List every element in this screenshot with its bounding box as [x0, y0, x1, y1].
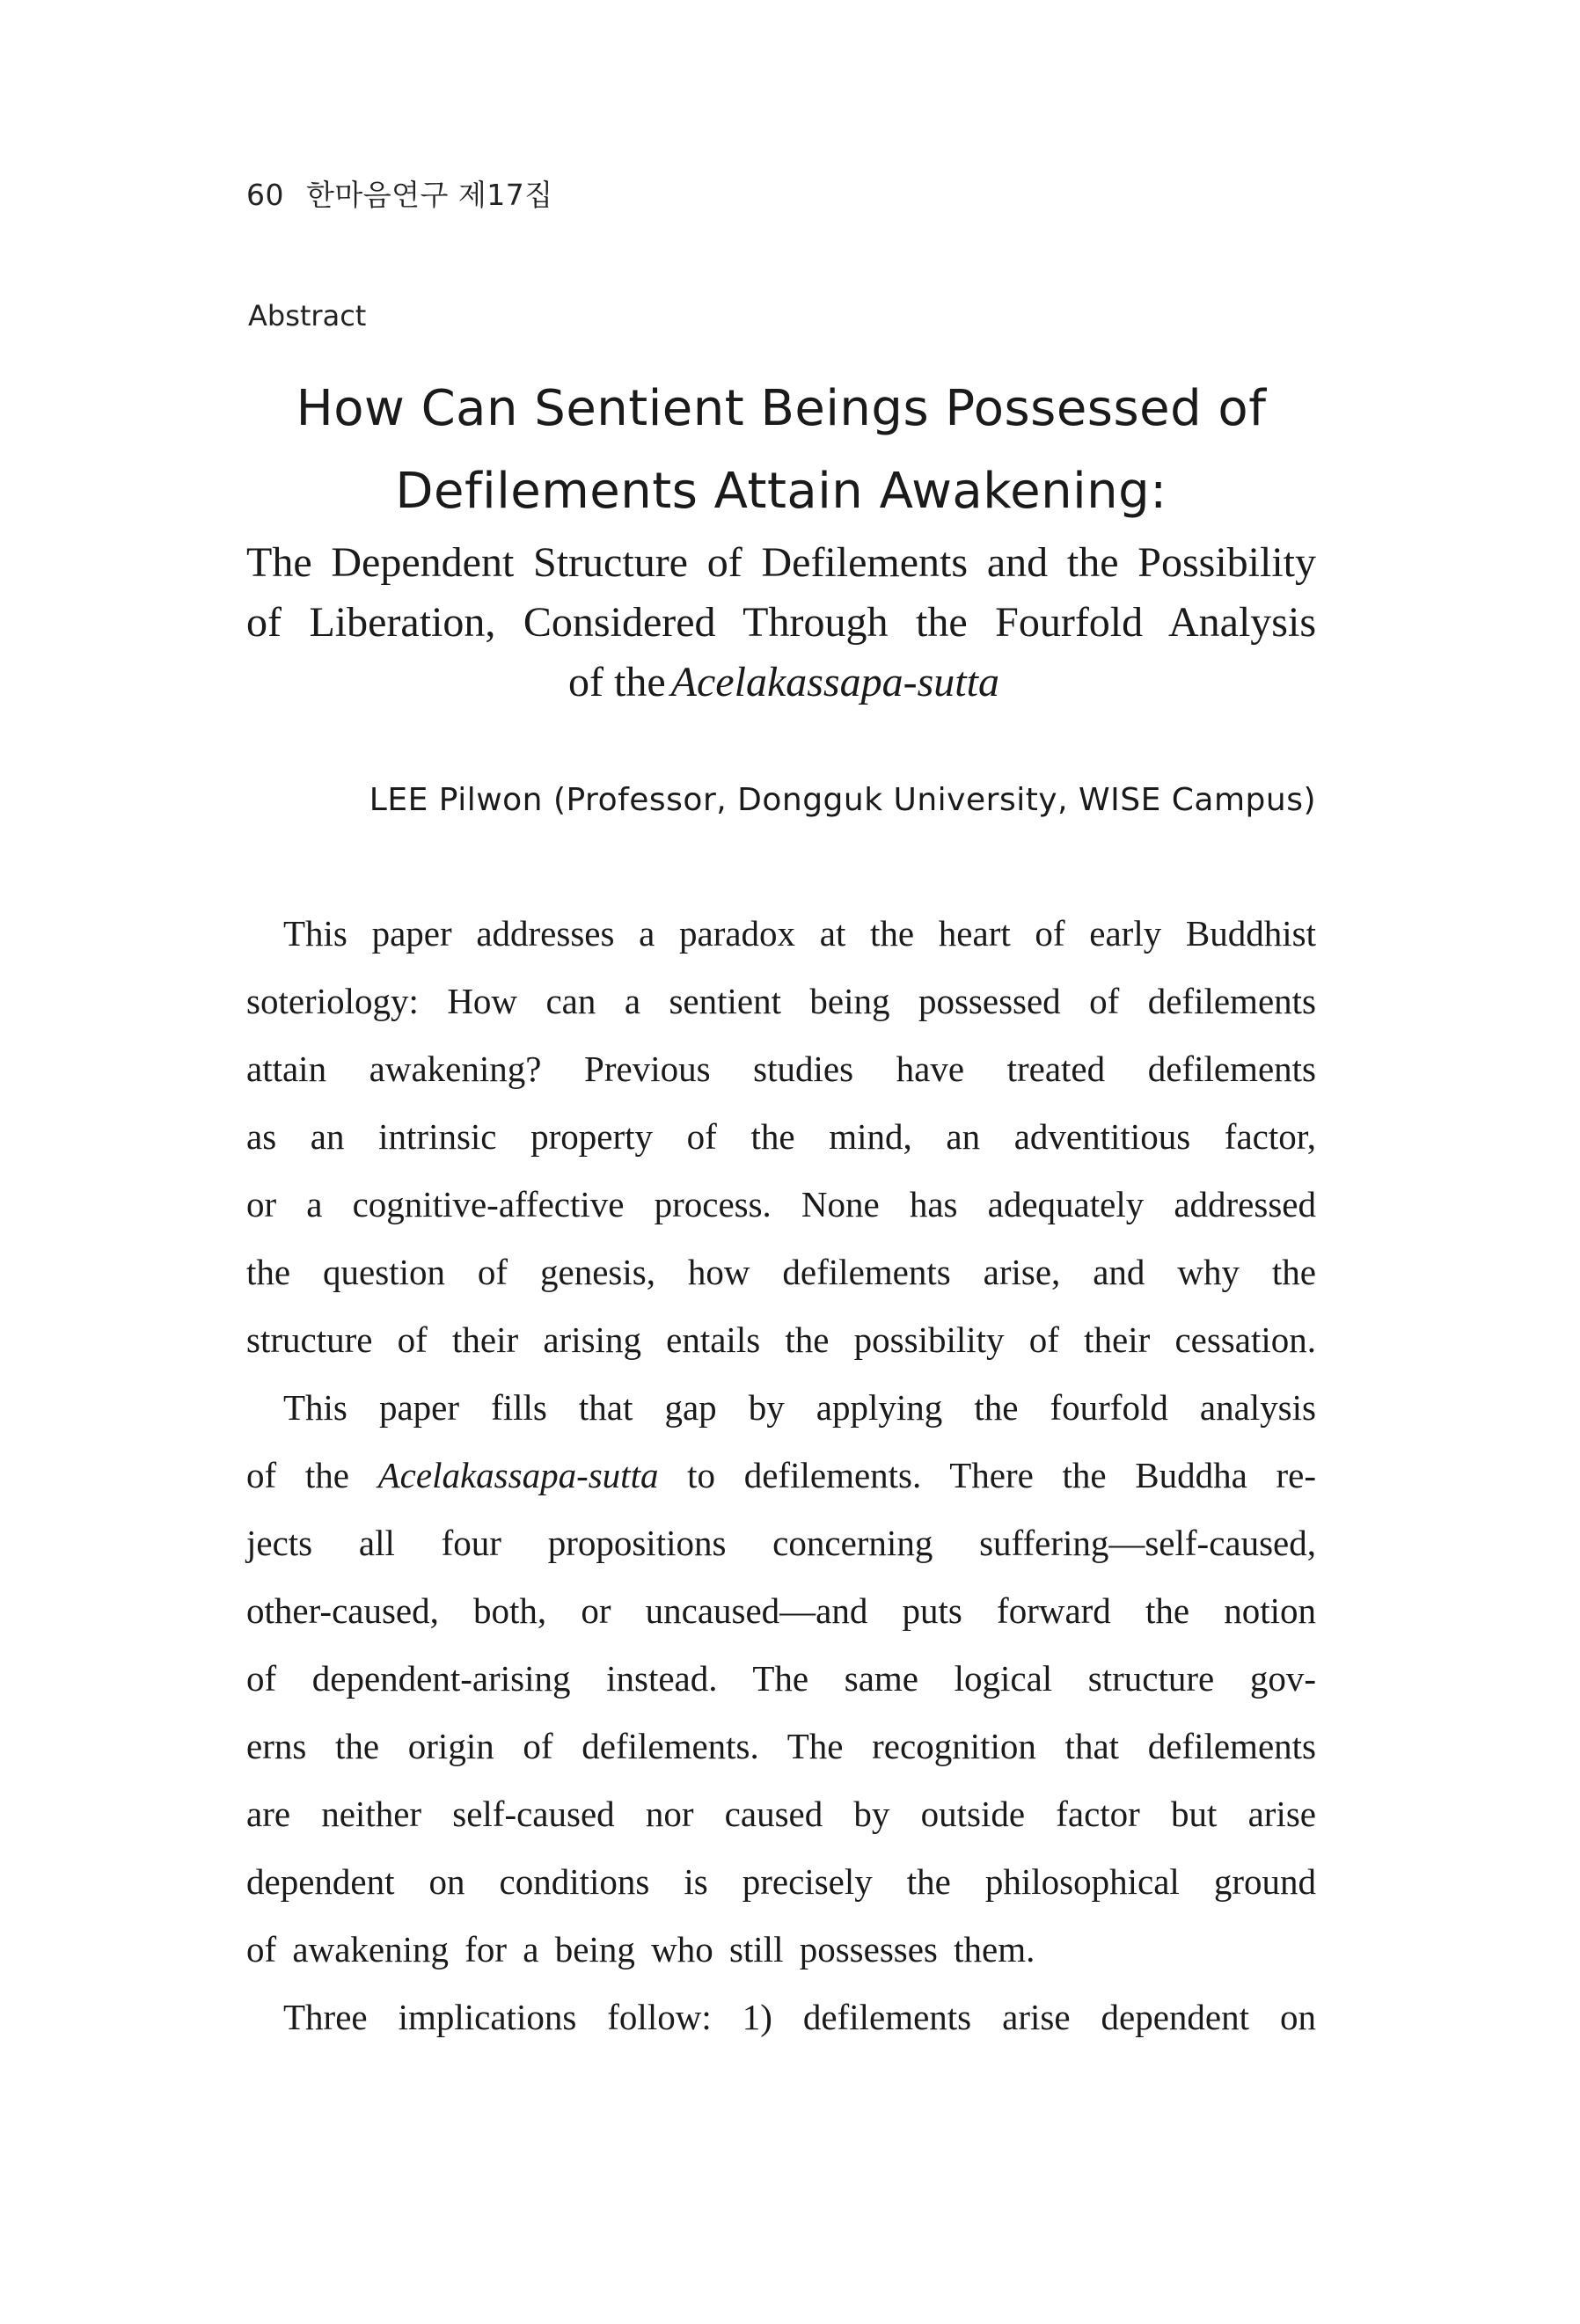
body-line: attain awakening? Previous studies have treated defilements	[246, 1049, 1316, 1089]
body-line: erns the origin of defilements. The recognition that defilements	[246, 1726, 1316, 1766]
body-line: This paper addresses a paradox at the heart of early Buddhist	[283, 913, 1316, 954]
body-line: are neither self-caused nor caused by outside factor but arise	[246, 1794, 1316, 1834]
body-line: soteriology: How can a sentient being possessed of defilements	[246, 981, 1316, 1021]
body-line: or a cognitive-affective process. None has adequately addressed	[246, 1184, 1316, 1224]
body-line: of awakening for a being who still possesses them.	[246, 1929, 1035, 1970]
abstract-body	[246, 900, 1316, 2051]
body-line: jects all four propositions concerning suffering—self-caused,	[246, 1523, 1316, 1563]
paper-subtitle	[246, 533, 1316, 713]
subtitle-line	[246, 653, 1316, 713]
title-line: Defilements Attain Awakening:	[395, 463, 1167, 520]
section-label: Abstract	[248, 299, 367, 333]
body-line: Three implications follow: 1) defilements arise dependent on	[283, 1997, 1316, 2037]
body-line: the question of genesis, how defilements arise, and why the	[246, 1252, 1316, 1292]
body-line: This paper fills that gap by applying the fourfold analysis	[283, 1387, 1316, 1428]
running-head	[246, 172, 553, 214]
author-affiliation: LEE Pilwon (Professor, Dongguk University, WISE Campus)	[369, 782, 1316, 818]
body-line: dependent on conditions is precisely the philosophical ground	[246, 1861, 1316, 1902]
body-line: structure of their arising entails the possibility of their cessation.	[246, 1319, 1316, 1360]
sutta-title-inline: Acelakassapa-sutta	[377, 1455, 659, 1495]
body-line: of dependent-arising instead. The same logical structure gov-	[246, 1658, 1316, 1699]
body-line	[246, 1442, 1316, 1509]
journal-title: 한마음연구 제17집	[306, 178, 553, 212]
sutta-title: Acelakassapa-sutta	[670, 659, 999, 705]
subtitle-line: The Dependent Structure of Defilements and the Possibility	[246, 539, 1316, 586]
body-line: as an intrinsic property of the mind, an adventitious factor,	[246, 1116, 1316, 1157]
title-line: How Can Sentient Beings Possessed of	[296, 380, 1267, 437]
paper-title	[246, 368, 1316, 533]
subtitle-prefix: of the	[568, 659, 666, 705]
body-fragment: of the	[246, 1455, 349, 1495]
body-line: other-caused, both, or uncaused—and puts forward the notion	[246, 1590, 1316, 1631]
body-fragment: to defilements. There the Buddha re-	[687, 1455, 1316, 1495]
subtitle-line: of Liberation, Considered Through the Fourfold Analysis	[246, 599, 1316, 646]
page-number: 60	[246, 178, 284, 212]
